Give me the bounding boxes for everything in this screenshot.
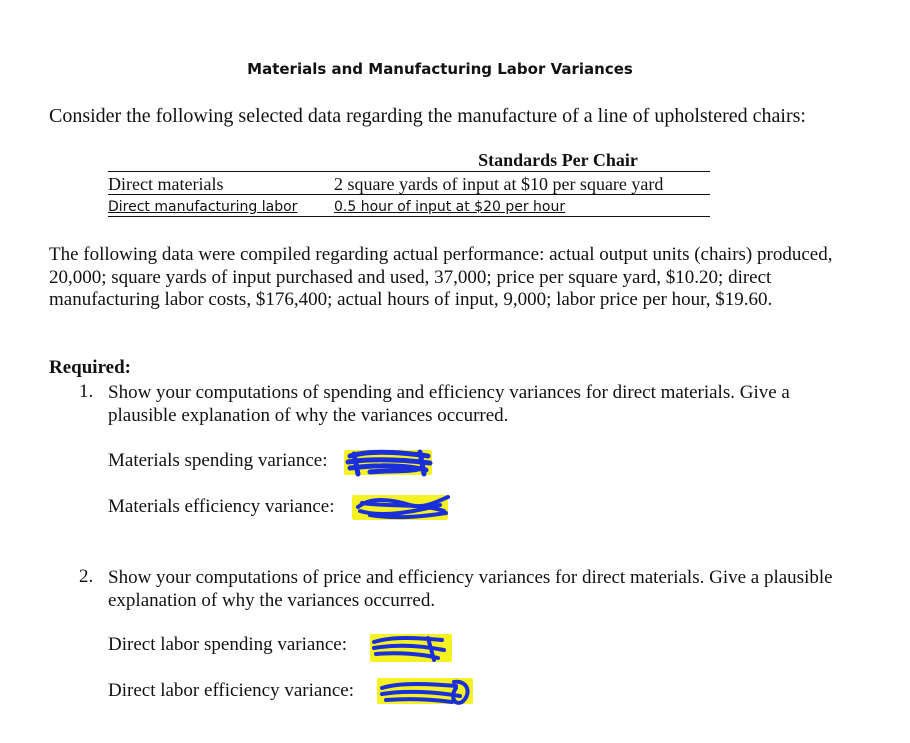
redaction-scribble [340,446,440,480]
table-rule-bottom [108,216,710,217]
required-heading: Required: [49,357,131,378]
redaction-scribble [368,630,458,666]
direct-labor-spending-variance-label: Direct labor spending variance: [108,634,347,655]
row-value-direct-labor: 0.5 hour of input at $20 per hour [334,199,566,215]
table-rule-middle [108,194,710,195]
question-2-text: Show your computations of price and efficiency variances for direct materials. Give a plausible explanation of why the variances occurred. [108,567,833,611]
standards-header: Standards Per Chair [478,150,638,170]
row-label-direct-labor: Direct manufacturing labor [108,199,298,215]
direct-labor-efficiency-variance-label: Direct labor efficiency variance: [108,680,354,701]
question-2-number: 2. [79,566,94,587]
intro-text: Consider the following selected data regarding the manufacture of a line of upholstered chairs: [49,105,806,127]
page-title: Materials and Manufacturing Labor Variances [247,60,633,78]
materials-spending-variance-label: Materials spending variance: [108,450,328,471]
row-label-direct-materials: Direct materials [108,174,224,194]
question-1-number: 1. [79,381,94,402]
row-value-direct-materials: 2 square yards of input at $10 per square yard [334,174,664,194]
redaction-scribble [376,674,480,710]
actual-performance-paragraph: The following data were compiled regarding actual performance: actual output units (chairs) produced, 20,000; square yards of input purchased and used, 37,000; price per square yard, $10.20; direct manufacturing labor costs, $176,400; actual hours of input, 9,000; labor price per hour, $19.60. [49,244,833,310]
redaction-scribble [350,491,454,525]
question-1-text: Show your computations of spending and efficiency variances for direct materials. Give a plausible explanation of why the variances occurred. [108,382,790,426]
materials-efficiency-variance-label: Materials efficiency variance: [108,496,335,517]
table-rule-top [108,171,710,172]
